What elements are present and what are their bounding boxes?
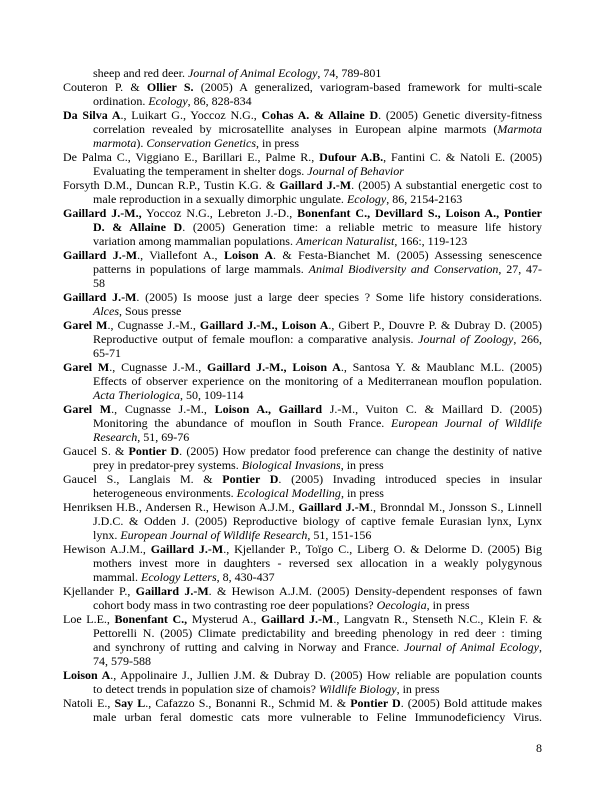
reference-line [63, 682, 542, 696]
text-run: Journal of Animal Ecology [404, 640, 539, 654]
text-run: , 8, 430-437 [216, 570, 275, 584]
text-run: Marmota [497, 122, 542, 136]
text-run: mammal. [93, 570, 141, 584]
text-run: , 86, 2154-2163 [386, 192, 463, 206]
reference-line [63, 626, 542, 640]
reference-line [63, 262, 542, 276]
reference-line [63, 640, 542, 654]
text-run: , 166:, 119-123 [394, 234, 468, 248]
text-run: , 51, 69-76 [137, 430, 190, 444]
text-run: and synchrony of rutting and calving in Norway and France. [93, 640, 405, 654]
reference-line [63, 556, 542, 570]
text-run: , 266, [513, 332, 542, 346]
reference-line [63, 192, 542, 206]
text-run: lynx. [93, 528, 121, 542]
reference-entry [63, 150, 542, 178]
text-run: Gaillard J.-M [63, 248, 138, 262]
reference-entry [63, 248, 542, 290]
text-run: . & Festa-Bianchet M. (2005) Assessing senescence [273, 248, 542, 262]
text-run: . & Hewison A.J.M. (2005) Density-dependent responses of fawn [208, 584, 542, 598]
reference-line [63, 220, 542, 234]
reference-entry [63, 360, 542, 402]
text-run: , 50, 109-114 [180, 388, 244, 402]
reference-line [63, 276, 542, 290]
text-run: ., Santosa Y. & Maublanc M.L. (2005) [340, 360, 542, 374]
text-run: Gaillard J.-M [135, 584, 209, 598]
text-run: Ollier S. [146, 80, 194, 94]
reference-entry [63, 444, 542, 472]
text-run: Dufour A.B. [319, 150, 384, 164]
reference-entry [63, 108, 542, 150]
text-run: Kjellander P., [63, 584, 136, 598]
text-run: European Journal of Wildlife [390, 416, 542, 430]
reference-line [63, 444, 542, 458]
text-run: Yoccoz N.G., Lebreton J.-D., [141, 206, 298, 220]
reference-line [63, 402, 542, 416]
text-run: Pontier D [128, 444, 180, 458]
reference-entry [63, 584, 542, 612]
reference-entry [63, 668, 542, 696]
reference-line [63, 66, 542, 80]
text-run: Conservation Genetics [146, 136, 256, 150]
reference-line [63, 430, 542, 444]
text-run: , in press [340, 486, 384, 500]
text-run: ., Appolinaire J., Jullien J.M. & Dubray D. (2005) How reliable are population counts [110, 668, 542, 682]
text-run: Bonenfant C., Devillard S., Loison A., Pontier [297, 206, 542, 220]
text-run: (2005) A generalized, variogram-based framework for multi-scale [193, 80, 542, 94]
reference-entry [63, 402, 542, 444]
text-run: , in press [396, 682, 440, 696]
text-run: , in press [256, 136, 299, 150]
reference-line [63, 486, 542, 500]
reference-line [63, 318, 542, 332]
text-run: ., Kjellander P., Toïgo C., Liberg O. & Delorme D. (2005) Big [223, 542, 542, 556]
text-run: prey in predator-prey systems. [93, 458, 242, 472]
text-run: Monitoring the abundance of mouflon in South France. [93, 416, 391, 430]
text-run: Gaucel S. & [63, 444, 129, 458]
text-run: . (2005) Bold attitude makes [400, 696, 542, 710]
text-run: mothers invest more in daughters - reversed sex allocation in a weakly polygynous [93, 556, 542, 570]
text-run: sheep and red deer. [93, 66, 188, 80]
text-run: , Sous presse [119, 304, 182, 318]
text-run: Bonenfant C., [114, 612, 188, 626]
text-run: ., Gibert P., Douvre P. & Dubray D. (2005) [328, 318, 542, 332]
text-run: Alces [93, 304, 119, 318]
text-run: D. & Allaine D [93, 220, 183, 234]
text-run: Journal of Behavior [307, 164, 404, 178]
reference-line [63, 122, 542, 136]
text-run: Hewison A.J.M., [63, 542, 151, 556]
reference-line [63, 654, 542, 668]
text-run: Loe L.E., [63, 612, 115, 626]
reference-line [63, 542, 542, 556]
text-run: Gaillard J.-M., Loison A [207, 360, 341, 374]
text-run: Loison A [223, 248, 274, 262]
reference-line [63, 94, 542, 108]
text-run: Garel M [63, 318, 108, 332]
reference-entry [63, 206, 542, 248]
reference-line [63, 458, 542, 472]
text-run: Gaillard J.-M [298, 500, 371, 514]
reference-entry [63, 318, 542, 360]
text-run: Journal of Zoology [418, 332, 514, 346]
reference-line [63, 514, 542, 528]
text-run: , 86, 828-834 [187, 94, 252, 108]
text-run: Loison A., Gaillard [214, 402, 323, 416]
text-run: Mysterud A., [187, 612, 262, 626]
reference-line [63, 136, 542, 150]
reference-line [63, 304, 542, 318]
text-run: Journal of Animal Ecology [187, 66, 318, 80]
text-run: . (2005) Invading introduced species in insular [278, 472, 542, 486]
text-run: . (2005) A substantial energetic cost to [351, 178, 542, 192]
reference-line [63, 598, 542, 612]
text-run: Research [93, 430, 138, 444]
page-number: 8 [536, 741, 542, 755]
reference-line [63, 612, 542, 626]
reference-entry [63, 80, 542, 108]
text-run: De Palma C., Viggiano E., Barillari E., Palme R., [63, 150, 320, 164]
text-run: to detect trends in population size of chamois? [93, 682, 319, 696]
reference-entry [63, 696, 542, 724]
text-run: ). [136, 136, 147, 150]
reference-line [63, 80, 542, 94]
reference-entry [63, 178, 542, 206]
text-run: Gaillard J.-M., [63, 206, 142, 220]
reference-entry [63, 472, 542, 500]
text-run: Natoli E., [63, 696, 115, 710]
reference-line [63, 668, 542, 682]
text-run: , 74, 789-801 [317, 66, 382, 80]
text-run: Forsyth D.M., Duncan R.P., Tustin K.G. & [63, 178, 280, 192]
text-run: male urban feral domestic cats more vulnerable to Feline Immunodeficiency Virus. [93, 710, 542, 724]
reference-line [63, 570, 542, 584]
text-run: J.D.C. & Odden J. (2005) Reproductive biology of captive female Eurasian lynx, Lynx [93, 514, 542, 528]
text-run: , 51, 151-156 [307, 528, 372, 542]
reference-line [63, 346, 542, 360]
text-run: ., Cugnasse J.-M., [107, 318, 200, 332]
reference-entry [63, 66, 542, 80]
reference-entry [63, 500, 542, 542]
text-run: Gaucel S., Langlais M. & [63, 472, 223, 486]
text-run: European Journal of Wildlife Research [120, 528, 308, 542]
text-run: Gaillard J.-M [279, 178, 352, 192]
text-run: Acta Theriologica [93, 388, 180, 402]
text-run: ., Bronndal M., Jonsson S., Linnell [370, 500, 542, 514]
references-list [63, 66, 542, 724]
text-run: , [539, 640, 542, 654]
reference-line [63, 584, 542, 598]
text-run: , 27, 47- [498, 262, 542, 276]
text-run: correlation revealed by microsatellite analyses in European alpine marmots ( [93, 122, 498, 136]
text-run: Garel M [63, 360, 110, 374]
reference-entry [63, 612, 542, 668]
text-run: 74, 579-588 [93, 654, 151, 668]
text-run: Ecology [346, 192, 387, 206]
reference-line [63, 360, 542, 374]
text-run: ., Cugnasse J.-M., [109, 360, 208, 374]
text-run: Oecologia [376, 598, 427, 612]
text-run: , in press [340, 458, 384, 472]
reference-line [63, 710, 542, 724]
text-run: Couteron P. & [63, 80, 147, 94]
text-run: Evaluating the temperament in shelter dogs. [93, 164, 308, 178]
text-run: ., Langvatn R., Stenseth N.C., Klein F. & [333, 612, 542, 626]
text-run: 65-71 [93, 346, 121, 360]
reference-line [63, 416, 542, 430]
text-run: marmota [93, 136, 137, 150]
text-run: Cohas A. & Allaine D [261, 108, 379, 122]
reference-line [63, 500, 542, 514]
text-run: Ecological Modelling [236, 486, 341, 500]
text-run: Loison A [63, 668, 111, 682]
text-run: ., Luikart G., Yoccoz N.G., [120, 108, 262, 122]
text-run: Wildlife Biology [318, 682, 397, 696]
text-run: Effects of observer experience on the monitoring of a Mediterranean mouflon population. [93, 374, 542, 388]
text-run: Pontier D [350, 696, 401, 710]
text-run: . (2005) How predator food preference can change the destinity of native [179, 444, 542, 458]
text-run: Gaillard J.-M [63, 290, 137, 304]
text-run: heterogeneous environments. [93, 486, 237, 500]
text-run: Reproductive output of female mouflon: a comparative analysis. [93, 332, 419, 346]
reference-line [63, 150, 542, 164]
reference-line [63, 528, 542, 542]
text-run: Ecology [148, 94, 188, 108]
reference-line [63, 234, 542, 248]
reference-entry [63, 290, 542, 318]
text-run: male reproduction in a sexually dimorphic ungulate. [93, 192, 347, 206]
text-run: Pontier D [222, 472, 279, 486]
reference-line [63, 472, 542, 486]
reference-line [63, 248, 542, 262]
text-run: Pettorelli N. (2005) Climate predictability and breeding phenology in red deer : timing [93, 626, 542, 640]
text-run: Say L [114, 696, 146, 710]
text-run: Gaillard J.-M [150, 542, 224, 556]
text-run: . (2005) Is moose just a large deer species ? Some life history considerations. [136, 290, 542, 304]
reference-line [63, 108, 542, 122]
text-run: Ecology Letters [141, 570, 217, 584]
reference-entry [63, 542, 542, 584]
text-run: Biological Invasions [241, 458, 341, 472]
text-run: ., Viallefont A., [137, 248, 224, 262]
text-run: . (2005) Generation time: a reliable metric to measure life history [182, 220, 542, 234]
text-run: variation among mammalian populations. [93, 234, 296, 248]
text-run: ., Cafazzo S., Bonanni R., Schmid M. & [145, 696, 351, 710]
text-run: , in press [426, 598, 470, 612]
reference-line [63, 206, 542, 220]
text-run: Gaillard J.-M., Loison A [199, 318, 329, 332]
text-run: patterns in populations of large mammals. [93, 262, 309, 276]
text-run: , Fantini C. & Natoli E. (2005) [383, 150, 542, 164]
text-run: Henriksen H.B., Andersen R., Hewison A.J.M., [63, 500, 299, 514]
text-run: J.-M., Vuiton C. & Maillard D. (2005) [322, 402, 542, 416]
text-run: . (2005) Genetic diversity-fitness [378, 108, 542, 122]
reference-line [63, 290, 542, 304]
text-run: cohort body mass in two contrasting roe deer populations? [93, 598, 377, 612]
text-run: Animal Biodiversity and Conservation [308, 262, 499, 276]
reference-line [63, 164, 542, 178]
text-run: Garel M [63, 402, 112, 416]
reference-line [63, 388, 542, 402]
text-run: American Naturalist [295, 234, 395, 248]
reference-line [63, 332, 542, 346]
reference-line [63, 374, 542, 388]
reference-line [63, 696, 542, 710]
text-run: ., Cugnasse J.-M., [111, 402, 215, 416]
text-run: Da Silva A [63, 108, 121, 122]
text-run: 58 [93, 276, 105, 290]
reference-line [63, 178, 542, 192]
text-run: ordination. [93, 94, 149, 108]
text-run: Gaillard J.-M [261, 612, 334, 626]
